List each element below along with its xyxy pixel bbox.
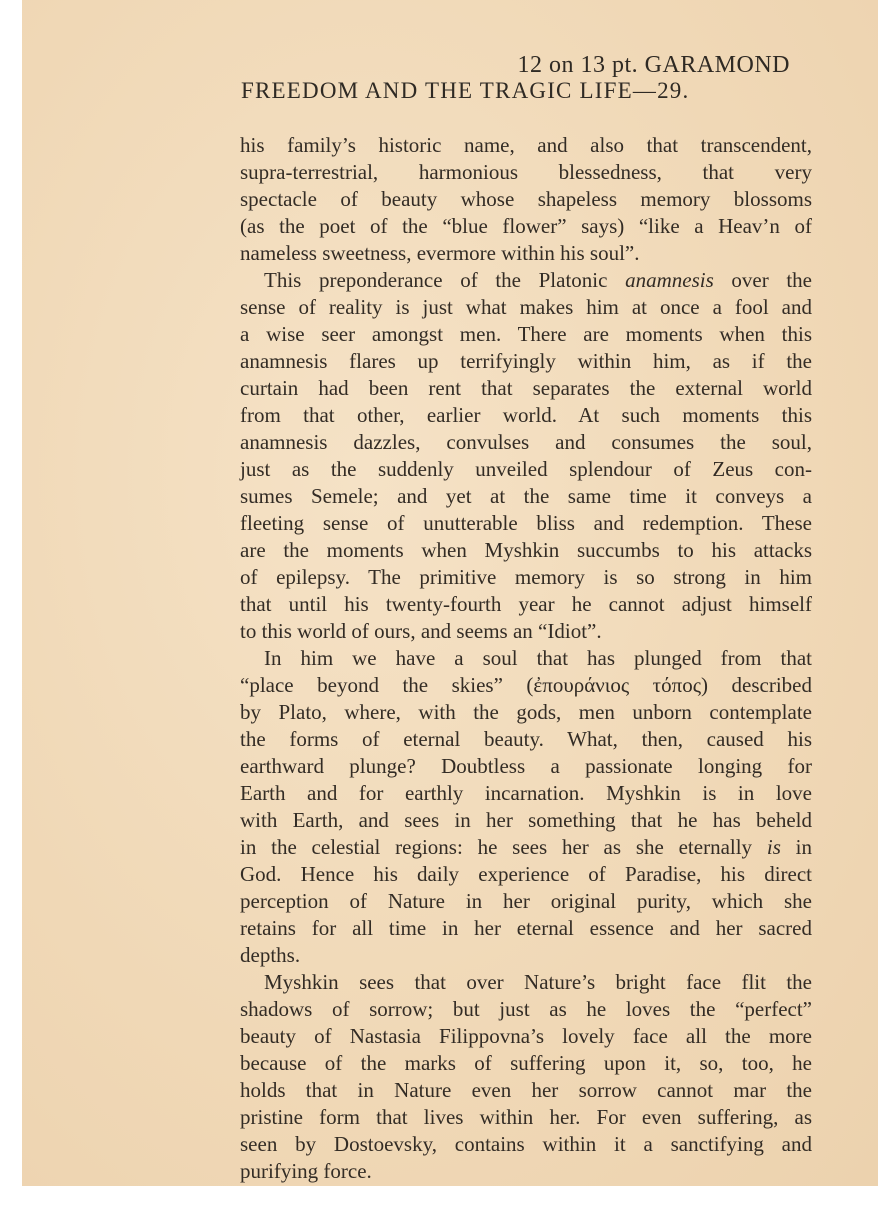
scan-margin <box>0 1186 878 1205</box>
text-line: that until his twenty-fourth year he cannot adjust himself <box>240 592 812 616</box>
text-line: In him we have a soul that has plunged from that <box>264 646 812 670</box>
text-line: depths. <box>240 943 301 967</box>
text-line: purifying force. <box>240 1159 372 1183</box>
text-line: spectacle of beauty whose shapeless memory blossoms <box>240 187 812 211</box>
text-line: This preponderance of the Platonic anamnesis over the <box>264 268 812 292</box>
text-line: from that other, earlier world. At such moments this <box>240 403 812 427</box>
book-page <box>22 0 878 1186</box>
body-text <box>240 132 812 1185</box>
text-line: Myshkin sees that over Nature’s bright face flit the <box>264 970 812 994</box>
text-line: by Plato, where, with the gods, men unborn contemplate <box>240 700 812 724</box>
text-line: seen by Dostoevsky, contains within it a sanctifying and <box>240 1132 812 1156</box>
text-line: beauty of Nastasia Filippovna’s lovely face all the more <box>240 1024 812 1048</box>
text-line: holds that in Nature even her sorrow cannot mar the <box>240 1078 812 1102</box>
text-line: fleeting sense of unutterable bliss and redemption. These <box>240 511 812 535</box>
text-line: God. Hence his daily experience of Paradise, his direct <box>240 862 812 886</box>
text-line: sumes Semele; and yet at the same time it conveys a <box>240 484 812 508</box>
text-line: his family’s historic name, and also that transcendent, <box>240 133 812 157</box>
italic-word: is <box>766 835 781 859</box>
text-line: “place beyond the skies” (ἐπουράνιος τόπος) described <box>240 673 812 697</box>
text-line: anamnesis dazzles, convulses and consumes the soul, <box>240 430 812 454</box>
text-line: to this world of ours, and seems an “Idiot”. <box>240 619 602 643</box>
typesetting-annotation: 12 on 13 pt. GARAMOND <box>517 52 790 78</box>
text-line: curtain had been rent that separates the external world <box>240 376 812 400</box>
text-line: of epilepsy. The primitive memory is so strong in him <box>240 565 812 589</box>
text-line: sense of reality is just what makes him at once a fool and <box>240 295 812 319</box>
text-line: nameless sweetness, evermore within his soul”. <box>240 241 640 265</box>
text-line: pristine form that lives within her. For even suffering, as <box>240 1105 812 1129</box>
text-line: are the moments when Myshkin succumbs to his attacks <box>240 538 812 562</box>
text-line: in the celestial regions: he sees her as she eternally is in <box>240 835 812 859</box>
text-line: anamnesis flares up terrifyingly within him, as if the <box>240 349 812 373</box>
text-line: Earth and for earthly incarnation. Myshkin is in love <box>240 781 812 805</box>
text-line: perception of Nature in her original purity, which she <box>240 889 812 913</box>
text-line: just as the suddenly unveiled splendour of Zeus con- <box>240 457 812 481</box>
text-line: (as the poet of the “blue flower” says) “like a Heav’n of <box>240 214 812 238</box>
italic-word: anamnesis <box>625 268 714 292</box>
text-line: because of the marks of suffering upon it, so, too, he <box>240 1051 812 1075</box>
text-line: retains for all time in her eternal essence and her sacred <box>240 916 812 940</box>
text-line: shadows of sorrow; but just as he loves the “perfect” <box>240 997 812 1021</box>
text-line: a wise seer amongst men. There are moments when this <box>240 322 812 346</box>
text-line: supra-terrestrial, harmonious blessedness, that very <box>240 160 812 184</box>
running-head: FREEDOM AND THE TRAGIC LIFE—29. <box>241 78 690 103</box>
text-line: the forms of eternal beauty. What, then, caused his <box>240 727 812 751</box>
text-line: earthward plunge? Doubtless a passionate longing for <box>240 754 812 778</box>
text-line: with Earth, and sees in her something that he has beheld <box>240 808 812 832</box>
